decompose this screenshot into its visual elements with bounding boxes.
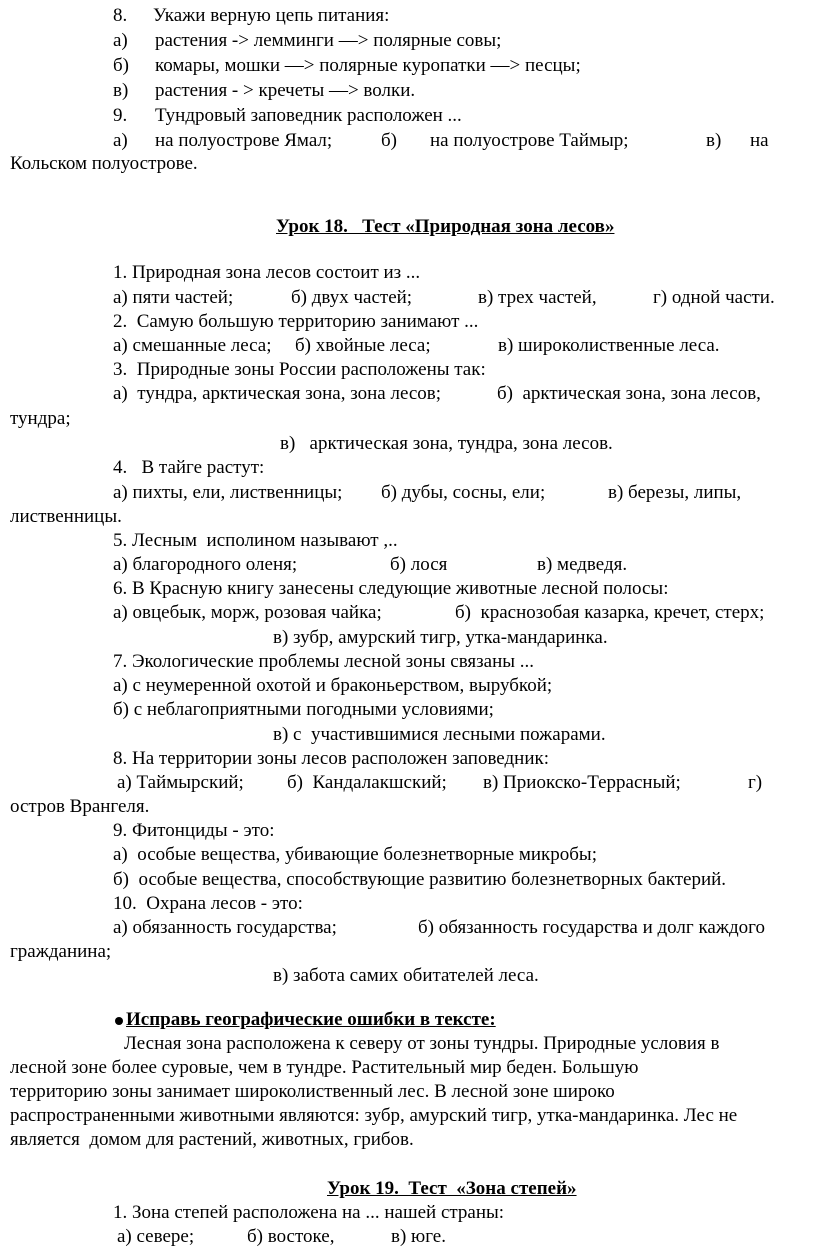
l18-q7-question: 7. Экологические проблемы лесной зоны связаны ...	[113, 651, 535, 672]
l18-q8-option-b: б) Кандалакшский;	[287, 772, 447, 793]
l18-q1-option-a: а) пяти частей;	[113, 287, 234, 308]
l18-q4-option-a: а) пихты, ели, лиственницы;	[113, 482, 343, 503]
l18-q10-option-a: а) обязанность государства;	[113, 917, 337, 938]
l18-q1-option-b: б) двух частей;	[291, 287, 413, 308]
l18-q10-option-b-continuation: гражданина;	[10, 941, 112, 962]
l18-q10-option-b: б) обязанность государства и долг каждого	[418, 917, 765, 938]
fix-errors-heading: Исправь географические ошибки в тексте:	[126, 1009, 496, 1030]
l18-q5-option-c: в) медведя.	[537, 554, 628, 575]
l18-q1-question: 1. Природная зона лесов состоит из ...	[113, 262, 421, 283]
fix-errors-text-line-3: территорию зоны занимает широколиственный лес. В лесной зоне широко	[10, 1081, 615, 1102]
l18-q9-option-b: б) особые вещества, способствующие развитию болезнетворных бактерий.	[113, 869, 727, 890]
lesson18-title: Урок 18. Тест «Природная зона лесов»	[276, 216, 615, 237]
prev-q9-option-a: на полуострове Ямал;	[155, 130, 333, 151]
fix-errors-text-line-4: распространенными животными являются: зубр, амурский тигр, утка-мандаринка. Лес не	[10, 1105, 738, 1126]
l18-q6-option-b: б) краснозобая казарка, кречет, стерх;	[455, 602, 765, 623]
l18-q2-option-c: в) широколиственные леса.	[498, 335, 720, 356]
prev-q9-option-c: на	[750, 130, 769, 151]
l18-q4-option-c-continuation: лиственницы.	[10, 506, 122, 527]
lesson19-title: Урок 19. Тест «Зона степей»	[327, 1178, 577, 1199]
l18-q9-question: 9. Фитонциды - это:	[113, 820, 275, 841]
l19-q1-option-b: б) востоке,	[247, 1226, 335, 1247]
prev-q8-option-b-letter: б)	[113, 55, 129, 76]
prev-q8-number: 8.	[113, 5, 128, 26]
prev-q9-number: 9.	[113, 105, 128, 126]
prev-q9-option-b-letter: б)	[381, 130, 397, 151]
l18-q8-option-d: г)	[748, 772, 763, 793]
l18-q2-option-a: а) смешанные леса;	[113, 335, 272, 356]
l18-q8-option-a: а) Таймырский;	[117, 772, 244, 793]
l18-q2-option-b: б) хвойные леса;	[295, 335, 431, 356]
l18-q3-question: 3. Природные зоны России расположены так:	[113, 359, 486, 380]
l18-q7-option-b: б) с неблагоприятными погодными условиями;	[113, 699, 494, 720]
fix-errors-text-line-1: Лесная зона расположена к северу от зоны тундры. Природные условия в	[124, 1033, 720, 1054]
l18-q10-question: 10. Охрана лесов - это:	[113, 893, 303, 914]
l18-q6-question: 6. В Красную книгу занесены следующие животные лесной полосы:	[113, 578, 669, 599]
l18-q6-option-a: а) овцебык, морж, розовая чайка;	[113, 602, 382, 623]
fix-errors-text-line-2: лесной зоне более суровые, чем в тундре. Растительный мир беден. Большую	[10, 1057, 639, 1078]
l18-q5-option-b: б) лося	[390, 554, 448, 575]
l18-q3-option-a: а) тундра, арктическая зона, зона лесов;	[113, 383, 442, 404]
prev-q8-option-a: растения -> лемминги —> полярные совы;	[155, 30, 502, 51]
l18-q4-question: 4. В тайге растут:	[113, 457, 265, 478]
prev-q8-option-c-letter: в)	[113, 80, 129, 101]
fix-errors-text-line-5: является домом для растений, животных, грибов.	[10, 1129, 414, 1150]
l19-q1-option-a: а) севере;	[117, 1226, 195, 1247]
l18-q4-option-c: в) березы, липы,	[608, 482, 742, 503]
l18-q3-option-c: в) арктическая зона, тундра, зона лесов.	[280, 433, 613, 454]
prev-q8-option-a-letter: а)	[113, 30, 128, 51]
l18-q8-option-c: в) Приокско-Террасный;	[483, 772, 681, 793]
l18-q4-option-b: б) дубы, сосны, ели;	[381, 482, 546, 503]
l19-q1-question: 1. Зона степей расположена на ... нашей страны:	[113, 1202, 505, 1223]
l18-q3-option-b: б) арктическая зона, зона лесов,	[497, 383, 761, 404]
l18-q7-option-c: в) с участившимися лесными пожарами.	[273, 724, 606, 745]
l18-q8-option-d-continuation: остров Врангеля.	[10, 796, 150, 817]
l18-q5-question: 5. Лесным исполином называют ,..	[113, 530, 398, 551]
prev-q9-option-b: на полуострове Таймыр;	[430, 130, 629, 151]
l18-q1-option-d: г) одной части.	[653, 287, 775, 308]
prev-q9-option-c-letter: в)	[706, 130, 722, 151]
l18-q8-question: 8. На территории зоны лесов расположен заповедник:	[113, 748, 549, 769]
prev-q9-option-a-letter: а)	[113, 130, 128, 151]
prev-q8-option-c: растения - > кречеты —> волки.	[155, 80, 416, 101]
l18-q9-option-a: а) особые вещества, убивающие болезнетворные микробы;	[113, 844, 597, 865]
l18-q6-option-c: в) зубр, амурский тигр, утка-мандаринка.	[273, 627, 608, 648]
l18-q7-option-a: а) с неумеренной охотой и браконьерством, вырубкой;	[113, 675, 553, 696]
l18-q10-option-c: в) забота самих обитателей леса.	[273, 965, 539, 986]
bullet-icon	[115, 1017, 123, 1025]
prev-q8-question: Укажи верную цепь питания:	[153, 5, 390, 26]
l19-q1-option-c: в) юге.	[391, 1226, 446, 1247]
l18-q5-option-a: а) благородного оленя;	[113, 554, 298, 575]
prev-q9-question: Тундровый заповедник расположен ...	[155, 105, 462, 126]
l18-q1-option-c: в) трех частей,	[478, 287, 597, 308]
l18-q3-option-b-continuation: тундра;	[10, 408, 71, 429]
l18-q2-question: 2. Самую большую территорию занимают ...	[113, 311, 479, 332]
prev-q9-option-c-continuation: Кольском полуострове.	[10, 153, 198, 174]
prev-q8-option-b: комары, мошки —> полярные куропатки —> песцы;	[155, 55, 581, 76]
